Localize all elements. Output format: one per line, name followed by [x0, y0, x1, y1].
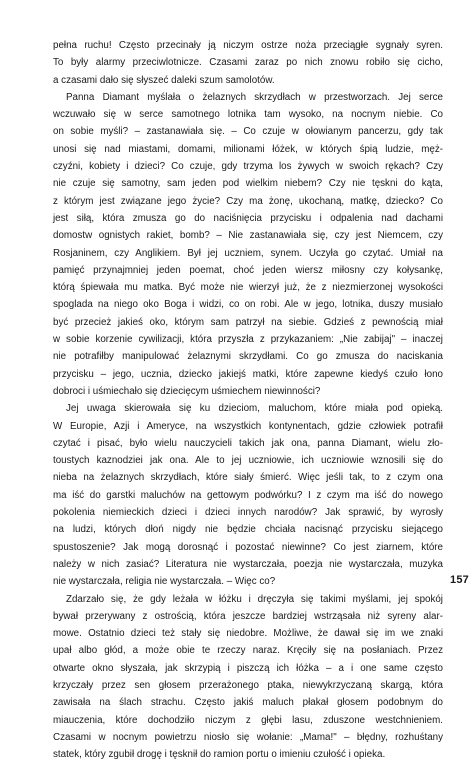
text-line: a czasami dało się słyszeć daleki szum samolotów. [53, 74, 275, 86]
text-line: spoglada na niego oko Boga i widzi, co on robi. Ale w jego, lotnika, duszy musiało [53, 299, 443, 311]
body-text [53, 37, 443, 763]
text-line: Rosjaninem, czy Anglikiem. Był jej uczniem, synem. Uczyła go czytać. Umiał na [53, 247, 443, 259]
text-line: miauczenia, które dochodziło niczym z głębi lasu, zduszone westchnieniem. [53, 714, 443, 726]
text-line: otwarte okno słyszała, jak skrzypią i piszczą ich łóżka – a i one same często [53, 662, 443, 674]
text-line: przycisku – jego, ucznia, dziecko jakiejś matki, które zapewne kiedyś czuło łono [53, 368, 443, 380]
text-line: domostw ognistych rakiet, bomb? – Nie zastanawiała się, czy jest Niemcem, czy [53, 230, 443, 242]
text-line: ma iść do garstki maluchów na gettowym podwórku? I z czym ma iść do nowego [53, 489, 443, 501]
text-line: pamięć przynajmniej jeden poemat, choć jeden wiersz miłosny czy kołysankę, [53, 264, 443, 276]
text-line: jest siłą, która zmusza go do naciśnięcia przycisku i odpalenia nad dachami [53, 212, 443, 224]
text-line: bywał przerywany z ostrością, która jeszcze bardziej wstrząsała niż syreny alar- [53, 610, 443, 622]
text-line: zawisała na ślach strachu. Często jakiś maluch płakał głosem podobnym do [53, 697, 443, 709]
text-line: pełna ruchu! Często przecinały ją niczym ostrze noża przeciągłe sygnały syren. [53, 40, 443, 51]
text-line: nieba na żelaznych skrzydłach, które siały śmierć. Więc jeśli tak, to z czym ona [53, 472, 443, 484]
text-line: mowe. Ostatnio dzieci też stały się niedobre. Możliwe, że dawał się im we znaki [53, 628, 443, 640]
text-line: należy w nich zasiać? Literatura nie wystarczała, poezja nie wystarczała, muzyka [53, 558, 443, 570]
text-line: upał albo głód, a może obie te rzeczy naraz. Kręciły się na posłaniach. Przez [53, 645, 443, 657]
text-line: Panna Diamant myślała o żelaznych skrzydłach w przestworzach. Jej serce [66, 91, 443, 103]
text-line: pokolenia niemieckich dzieci i dzieci innych narodów? Jak sprawić, by wyrosły [53, 507, 443, 519]
text-line: nie czuje się samotny, sam jeden pod wielkim niebem? Czy nie tęskni do kąta, [53, 178, 443, 190]
text-line: czytać i pisać, było wielu nauczycieli takich jak ona, panna Diamant, wielu zło- [53, 437, 443, 449]
text-line: nie potrafiłby manipulować żelaznymi skrzydłami. Co go zmusza do naciskania [53, 351, 443, 363]
text-line: toustych kaznodziei jak ona. Ale to jej uczniowie, ich uczniowie wznosili się do [53, 455, 443, 467]
text-line: statek, który zgubił drogę i tęsknił do ramion portu o imieniu czułość i opieka. [53, 749, 386, 761]
text-line: Jej uwaga skierowała się ku dzieciom, maluchom, które miała pod opieką. [66, 403, 443, 415]
text-line: Zdarzało się, że gdy leżała w łóżku i dręczyła się takimi myślami, jej spokój [66, 593, 443, 605]
text-line: być przecież jakieś oko, którym sam patrzył na siebie. Gdzieś z pewnością miał [53, 316, 443, 328]
page-number: 157 [450, 574, 469, 586]
text-line: unosi się nad miastami, domami, milionami łóżek, w których śpią ludzie, męż- [53, 143, 443, 155]
text-line: wczuwało się w serce samotnego lotnika tam wysoko, na nocnym niebie. Co [53, 109, 443, 121]
text-line: spustoszenie? Jak mogą dorosnąć i pozostać niewinne? Co jest ziarnem, które [53, 541, 443, 553]
text-line: z którym jest związane jego życie? Czy ma żonę, ukochaną, matkę, dziecko? Co [53, 195, 443, 207]
text-line: dobroci i uśmiechało się dziecięcym uśmiechem niewinności? [53, 385, 321, 397]
text-line: nie wystarczała, religia nie wystarczała. – Więc co? [53, 576, 276, 588]
text-line: na ludzi, których dłoń nigdy nie będzie chciała nacisnąć przycisku siejącego [53, 524, 443, 536]
text-line: To były alarmy przeciwlotnicze. Czasami zaraz po nich znowu robiło się cicho, [53, 57, 443, 69]
text-line: W Europie, Azji i Ameryce, na wszystkich kontynentach, gdzie człowiek potrafił [53, 420, 443, 432]
text-line: w sobie korzenie cywilizacji, która przyszła z przykazaniem: „Nie zabijaj" – inaczej [53, 334, 443, 346]
text-line: Czasami w nocnym powietrzu niosło się wołanie: „Mama!" – błędny, rozhuśtany [53, 731, 443, 743]
text-line: którą śpiewała mu matka. Być może nie wierzył już, że z niezmierzonej wysokości [53, 282, 443, 294]
text-line: krzyczały przez sen głosem przerażonego ptaka, niewykrzyczaną skargą, która [53, 679, 443, 691]
text-line: on sobie myśli? – zastanawiała się. – Co czuje w ołowianym pancerzu, gdy tak [53, 126, 443, 138]
text-line: czyźni, kobiety i dzieci? Co czuje, gdy trzyma los żywych w swoich rękach? Czy [53, 161, 443, 173]
